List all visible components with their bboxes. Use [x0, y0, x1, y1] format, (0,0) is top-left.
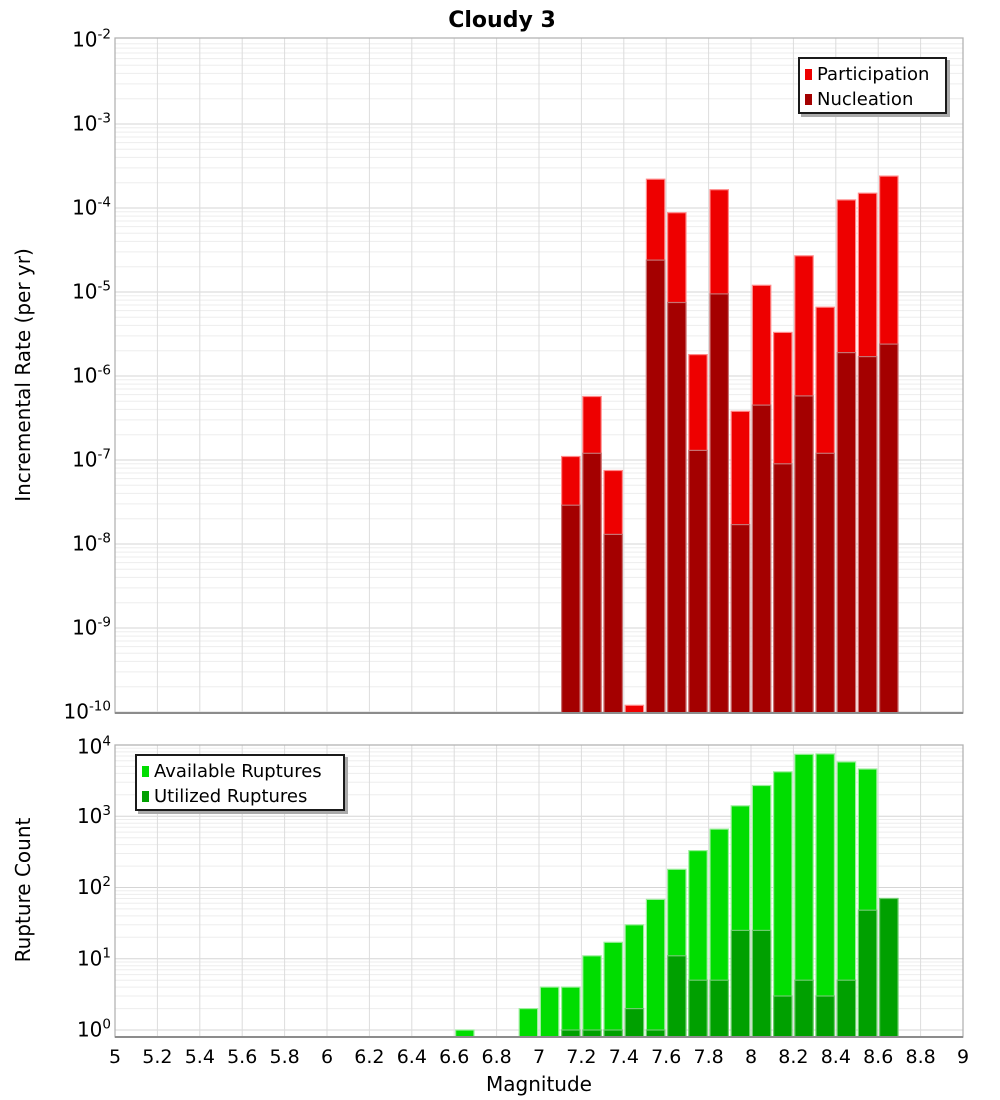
count-y-tick-10e4: $10^4$	[76, 733, 111, 759]
participation-swatch-icon	[805, 69, 812, 80]
rate-y-tick-10e-8: $10^{-8}$	[72, 530, 111, 556]
count-y-tick-10e0: $10^0$	[76, 1016, 111, 1042]
count-y-tick-10e2: $10^2$	[76, 874, 111, 899]
utilized-bar-7.4	[625, 1009, 643, 1037]
legend-item-participation	[805, 62, 941, 87]
nucleation-bar-7.6	[668, 303, 686, 714]
utilized-bar-7.1	[562, 1030, 580, 1037]
x-tick-7.6: 7.6	[651, 1046, 682, 1068]
legend-label: Participation	[817, 64, 930, 85]
x-tick-6.8: 6.8	[481, 1046, 512, 1068]
utilized-bar-8.3	[816, 996, 834, 1037]
rate-y-tick-10e-7: $10^{-7}$	[72, 446, 111, 472]
legend-item-nucleation	[805, 87, 941, 112]
x-tick-6.6: 6.6	[439, 1046, 470, 1068]
utilized-bar-7.9	[731, 930, 749, 1037]
utilized-bar-7.8	[710, 980, 728, 1037]
nucleation-bar-7.7	[689, 450, 707, 713]
x-tick-8: 8	[744, 1046, 758, 1068]
rate-y-tick-10e-5: $10^{-5}$	[72, 278, 111, 304]
x-tick-8.8: 8.8	[905, 1046, 936, 1068]
count-y-tick-10e1: $10^1$	[76, 945, 111, 971]
available-swatch-icon	[142, 766, 149, 777]
available-bar-6.9	[519, 1009, 537, 1037]
utilized-bar-8.4	[837, 980, 855, 1037]
chart-title: Cloudy 3	[448, 8, 556, 33]
utilized-bar-7.3	[604, 1030, 622, 1037]
x-axis-label: Magnitude	[486, 1072, 592, 1096]
available-bar-7.5	[646, 899, 664, 1037]
participation-bar-7.4	[625, 705, 643, 713]
rate-y-tick-10e-4: $10^{-4}$	[72, 194, 111, 220]
nucleation-bar-7.2	[583, 453, 601, 713]
nucleation-bar-8.3	[816, 453, 834, 713]
rate-y-tick-10e-2: $10^{-2}$	[72, 26, 111, 52]
x-tick-6.2: 6.2	[354, 1046, 385, 1068]
legend-count	[135, 754, 345, 811]
available-bar-7.2	[583, 956, 601, 1037]
x-tick-5.8: 5.8	[269, 1046, 300, 1068]
nucleation-bar-7.1	[562, 505, 580, 713]
x-tick-7.2: 7.2	[566, 1046, 597, 1068]
nucleation-bar-8.5	[858, 357, 876, 713]
rate-bars	[562, 176, 898, 713]
available-bar-7.0	[540, 987, 558, 1037]
nucleation-bar-8.4	[837, 353, 855, 713]
x-tick-9: 9	[956, 1046, 970, 1068]
utilized-bar-8.1	[774, 996, 792, 1037]
utilized-bar-8.5	[858, 910, 876, 1037]
count-bars	[456, 754, 898, 1037]
x-tick-5.4: 5.4	[184, 1046, 215, 1068]
rate-y-tick-10e-3: $10^{-3}$	[72, 110, 111, 136]
rate-y-tick-10e-6: $10^{-6}$	[72, 362, 111, 388]
legend-item-available	[142, 759, 339, 784]
y-axis-label-count: Rupture Count	[11, 817, 35, 963]
rate-y-tick-10e-10: $10^{-10}$	[63, 698, 111, 724]
x-tick-7: 7	[532, 1046, 546, 1068]
nucleation-swatch-icon	[805, 94, 812, 105]
nucleation-bar-7.3	[604, 534, 622, 713]
x-tick-7.4: 7.4	[608, 1046, 639, 1068]
x-tick-8.6: 8.6	[863, 1046, 894, 1068]
legend-label: Nucleation	[817, 89, 914, 110]
nucleation-bar-7.5	[646, 260, 664, 713]
rate-y-tick-10e-9: $10^{-9}$	[72, 614, 111, 640]
rate-y-tick-labels	[63, 27, 111, 724]
legend-label: Available Ruptures	[154, 761, 322, 782]
available-bar-6.6	[456, 1030, 474, 1037]
x-tick-5.6: 5.6	[227, 1046, 258, 1068]
x-tick-5: 5	[108, 1046, 122, 1068]
x-tick-8.2: 8.2	[778, 1046, 809, 1068]
available-bar-8.3	[816, 754, 834, 1037]
x-tick-7.8: 7.8	[693, 1046, 724, 1068]
utilized-bar-7.7	[689, 980, 707, 1037]
utilized-bar-7.5	[646, 1030, 664, 1037]
x-tick-6: 6	[320, 1046, 334, 1068]
utilized-bar-8.0	[752, 930, 770, 1037]
legend-rate	[798, 57, 947, 114]
count-y-tick-10e3: $10^3$	[76, 802, 111, 828]
utilized-bar-7.6	[668, 956, 686, 1037]
nucleation-bar-7.8	[710, 294, 728, 713]
nucleation-bar-8.0	[752, 405, 770, 713]
utilized-bar-8.2	[795, 980, 813, 1037]
available-bar-7.3	[604, 942, 622, 1037]
y-axis-label-rate: Incremental Rate (per yr)	[11, 248, 35, 502]
legend-label: Utilized Ruptures	[154, 786, 308, 807]
nucleation-bar-8.6	[880, 344, 898, 713]
x-tick-labels	[109, 1046, 969, 1068]
utilized-bar-8.6	[880, 899, 898, 1038]
nucleation-bar-8.2	[795, 396, 813, 713]
count-y-tick-labels	[77, 734, 111, 1042]
nucleation-bar-7.9	[731, 525, 749, 713]
nucleation-bar-8.1	[774, 464, 792, 713]
utilized-swatch-icon	[142, 791, 149, 802]
utilized-bar-7.2	[583, 1030, 601, 1037]
x-tick-6.4: 6.4	[396, 1046, 427, 1068]
legend-item-utilized	[142, 784, 339, 809]
x-tick-5.2: 5.2	[142, 1046, 173, 1068]
x-tick-8.4: 8.4	[820, 1046, 851, 1068]
